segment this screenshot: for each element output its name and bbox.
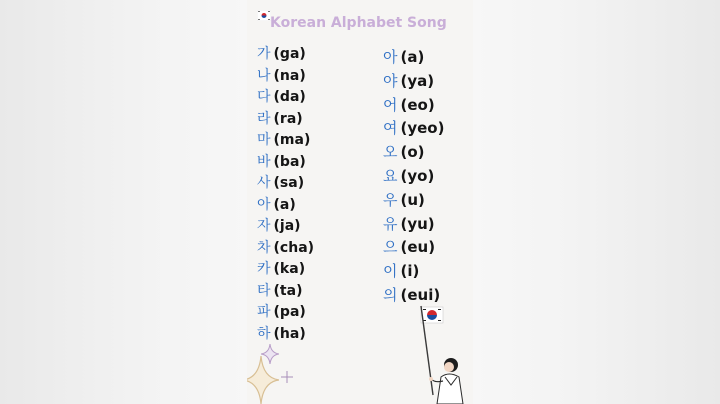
romanization: (pa) [273,304,306,320]
list-item [257,302,314,324]
romanization: (i) [400,262,420,281]
woman-holding-flag-icon [411,303,473,404]
hangul-syllable: 나 [257,67,271,84]
romanization: (a) [273,196,296,213]
list-item [383,70,444,94]
hangul-syllable: 하 [257,325,271,342]
hangul-syllable: 아 [257,196,271,213]
romanization: (ka) [273,261,306,277]
romanization: (ha) [273,325,306,342]
hangul-syllable: 카 [257,261,271,277]
romanization: (da) [273,89,306,105]
list-item [257,66,314,88]
list-item [383,141,444,165]
hangul-syllable: 오 [383,143,398,162]
list-item [257,195,314,217]
romanization: (ga) [273,46,306,62]
hangul-syllable: 차 [257,239,271,256]
romanization: (ra) [273,110,303,127]
list-item [257,152,314,174]
hangul-syllable: 타 [257,282,271,299]
hangul-syllable: 마 [257,132,271,148]
list-item [257,281,314,303]
sparkle-icon [247,356,279,404]
romanization: (yo) [400,166,435,185]
hangul-syllable: 사 [257,175,271,191]
list-item [257,87,314,109]
list-item [383,260,444,284]
consonant-list [257,44,314,345]
hangul-syllable: 바 [257,153,271,170]
romanization: (na) [273,67,306,84]
list-item [257,173,314,195]
sparkle-icon [281,371,293,383]
romanization: (yu) [400,214,435,233]
hangul-syllable: 요 [383,166,398,185]
list-item [383,213,444,237]
romanization: (ma) [273,132,311,148]
hangul-syllable: 파 [257,304,271,320]
hangul-syllable: 야 [383,71,398,90]
list-item [257,109,314,131]
hangul-syllable: 아 [383,48,398,66]
left-backdrop [0,0,247,404]
hangul-syllable: 으 [383,238,398,257]
hangul-syllable: 의 [383,285,398,304]
list-item [257,238,314,260]
romanization: (eu) [400,238,436,257]
list-item [257,259,314,281]
romanization: (yeo) [400,119,445,138]
hangul-syllable: 라 [257,110,271,127]
romanization: (a) [400,48,425,66]
romanization: (eo) [400,95,435,114]
romanization: (o) [400,143,425,162]
korean-flag-icon [257,10,271,21]
romanization: (ta) [273,282,303,299]
list-item [383,46,444,70]
page-title: Korean Alphabet Song [270,15,447,31]
list-item [257,130,314,152]
hangul-syllable: 어 [383,95,398,114]
romanization: (ja) [273,218,301,234]
list-item [257,324,314,346]
hangul-syllable: 이 [383,262,398,281]
hangul-syllable: 가 [257,46,271,62]
list-item [383,236,444,260]
romanization: (ya) [400,71,435,90]
list-item [257,216,314,238]
hangul-syllable: 우 [383,190,398,209]
romanization: (eui) [400,285,441,304]
vowel-list [383,46,444,308]
list-item [383,189,444,213]
list-item [383,165,444,189]
romanization: (sa) [273,175,305,191]
romanization: (u) [400,190,425,209]
alphabet-card [247,0,473,404]
list-item [383,94,444,118]
romanization: (ba) [273,153,306,170]
hangul-syllable: 다 [257,89,271,105]
list-item [257,44,314,66]
hangul-syllable: 자 [257,218,271,234]
hangul-syllable: 여 [383,119,398,138]
hangul-syllable: 유 [383,214,398,233]
right-backdrop [473,0,720,404]
list-item [383,117,444,141]
romanization: (cha) [273,239,315,256]
